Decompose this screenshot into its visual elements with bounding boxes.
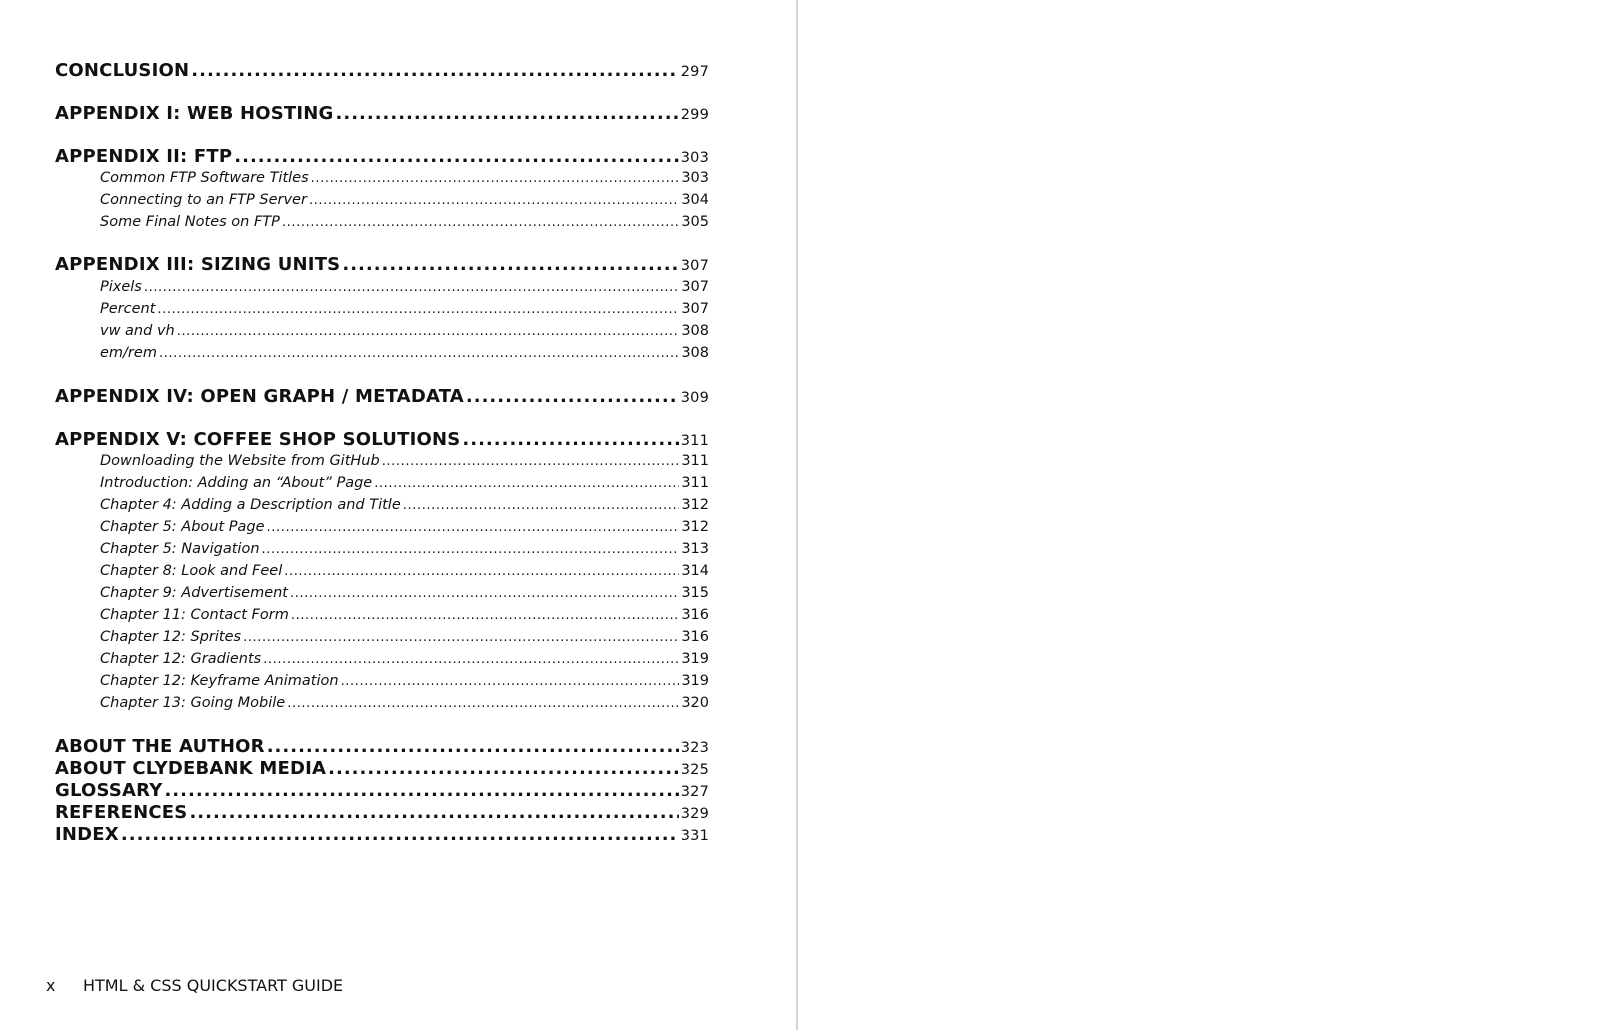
toc-entry-page: 307 xyxy=(681,301,709,317)
toc-entry-page: 316 xyxy=(681,629,709,645)
toc-entry-title: GLOSSARY xyxy=(55,780,163,801)
toc-entry-about-the-author xyxy=(55,736,709,757)
dot-leader xyxy=(290,586,679,601)
toc-entry-page: 312 xyxy=(681,497,709,513)
toc-entry-page: 304 xyxy=(681,192,709,208)
right-page-blank xyxy=(798,0,1600,1030)
toc-subentry xyxy=(100,519,709,535)
dot-leader xyxy=(466,386,679,407)
dot-leader xyxy=(267,520,680,535)
dot-leader xyxy=(336,103,679,124)
dot-leader xyxy=(164,780,678,801)
toc-entry-page: 312 xyxy=(681,519,709,535)
toc-subentry xyxy=(100,541,709,557)
dot-leader xyxy=(403,498,680,513)
dot-leader xyxy=(263,652,679,667)
dot-leader xyxy=(262,542,680,557)
toc-entry-page: 303 xyxy=(680,150,709,166)
toc-entry-title: Chapter 8: Look and Feel xyxy=(100,563,283,579)
toc-entry-title: INDEX xyxy=(55,824,119,845)
toc-entry-about-clydebank-media xyxy=(55,758,709,779)
toc-entry-page: 329 xyxy=(680,806,709,822)
toc-entry-page: 313 xyxy=(681,541,709,557)
dot-leader xyxy=(291,608,679,623)
dot-leader xyxy=(121,824,679,845)
toc-subentry xyxy=(100,301,709,317)
toc-entry-index xyxy=(55,824,709,845)
toc-entry-title: Downloading the Website from GitHub xyxy=(100,453,380,469)
toc-entry-title: Chapter 12: Gradients xyxy=(100,651,262,667)
dot-leader xyxy=(311,171,680,186)
dot-leader xyxy=(374,476,679,491)
toc-subentry xyxy=(100,323,709,339)
page-number: x xyxy=(46,976,56,995)
dot-leader xyxy=(284,564,679,579)
toc-entry-page: 331 xyxy=(680,828,709,844)
toc-entry-title: Chapter 11: Contact Form xyxy=(100,607,289,623)
toc-entry-appendix-v xyxy=(55,429,709,450)
toc-entry-page: 311 xyxy=(681,453,709,469)
toc-subentry xyxy=(100,585,709,601)
toc-entry-title: Connecting to an FTP Server xyxy=(100,192,307,208)
dot-leader xyxy=(341,674,680,689)
toc-entry-conclusion xyxy=(55,60,709,81)
toc-entry-appendix-i xyxy=(55,103,709,124)
toc-entry-title: APPENDIX IV: OPEN GRAPH / METADATA xyxy=(55,386,464,407)
toc-entry-page: 314 xyxy=(681,563,709,579)
dot-leader xyxy=(382,454,680,469)
toc-entry-page: 297 xyxy=(680,64,709,80)
toc-entry-title: em/rem xyxy=(100,345,157,361)
left-page xyxy=(0,0,796,1030)
toc-entry-title: REFERENCES xyxy=(55,802,188,823)
toc-entry-page: 311 xyxy=(680,433,709,449)
toc-entry-page: 303 xyxy=(681,170,709,186)
toc-entry-title: Chapter 12: Sprites xyxy=(100,629,242,645)
toc-subentry xyxy=(100,192,709,208)
toc-entry-references xyxy=(55,802,709,823)
toc-entry-title: Some Final Notes on FTP xyxy=(100,214,280,230)
toc-subentry xyxy=(100,563,709,579)
toc-entry-title: Introduction: Adding an “About” Page xyxy=(100,475,373,491)
toc-entry-title: Chapter 5: Navigation xyxy=(100,541,260,557)
toc-entry-page: 305 xyxy=(681,214,709,230)
toc-entry-title: Chapter 9: Advertisement xyxy=(100,585,288,601)
toc-entry-page: 319 xyxy=(681,651,709,667)
toc-entry-title: APPENDIX I: WEB HOSTING xyxy=(55,103,334,124)
toc-entry-title: Percent xyxy=(100,301,156,317)
toc-entry-page: 311 xyxy=(681,475,709,491)
toc-entry-title: ABOUT THE AUTHOR xyxy=(55,736,265,757)
dot-leader xyxy=(191,60,678,81)
toc-entry-title: ABOUT CLYDEBANK MEDIA xyxy=(55,758,327,779)
dot-leader xyxy=(342,254,678,275)
dot-leader xyxy=(309,193,679,208)
dot-leader xyxy=(328,758,679,779)
toc-entry-title: Chapter 4: Adding a Description and Title xyxy=(100,497,401,513)
toc-subentry xyxy=(100,279,709,295)
toc-entry-page: 323 xyxy=(680,740,709,756)
dot-leader xyxy=(144,280,679,295)
table-of-contents xyxy=(0,0,796,900)
toc-entry-page: 315 xyxy=(681,585,709,601)
toc-entry-page: 299 xyxy=(680,107,709,123)
toc-entry-page: 320 xyxy=(681,695,709,711)
toc-entry-page: 325 xyxy=(680,762,709,778)
toc-entry-title: Pixels xyxy=(100,279,142,295)
toc-entry-appendix-iv xyxy=(55,386,709,407)
dot-leader xyxy=(282,215,679,230)
toc-entry-page: 307 xyxy=(680,258,709,274)
dot-leader xyxy=(267,736,679,757)
dot-leader xyxy=(234,146,678,167)
toc-entry-page: 308 xyxy=(681,323,709,339)
dot-leader xyxy=(177,324,680,339)
toc-subentry xyxy=(100,629,709,645)
dot-leader xyxy=(189,802,678,823)
toc-subentry xyxy=(100,453,709,469)
dot-leader xyxy=(159,346,679,361)
toc-entry-page: 308 xyxy=(681,345,709,361)
toc-subentry xyxy=(100,345,709,361)
toc-entry-title: Chapter 5: About Page xyxy=(100,519,265,535)
toc-entry-page: 319 xyxy=(681,673,709,689)
toc-entry-page: 309 xyxy=(680,390,709,406)
dot-leader xyxy=(287,696,679,711)
toc-subentry xyxy=(100,170,709,186)
dot-leader xyxy=(157,302,679,317)
toc-entry-appendix-ii xyxy=(55,146,709,167)
toc-subentry xyxy=(100,497,709,513)
toc-subentry xyxy=(100,673,709,689)
page-footer xyxy=(46,976,343,995)
toc-entry-page: 327 xyxy=(680,784,709,800)
toc-entry-title: CONCLUSION xyxy=(55,60,190,81)
toc-subentry xyxy=(100,695,709,711)
toc-entry-page: 307 xyxy=(681,279,709,295)
toc-subentry xyxy=(100,607,709,623)
dot-leader xyxy=(243,630,679,645)
toc-entry-title: Common FTP Software Titles xyxy=(100,170,309,186)
toc-entry-title: Chapter 12: Keyframe Animation xyxy=(100,673,339,689)
toc-entry-title: vw and vh xyxy=(100,323,175,339)
dot-leader xyxy=(462,429,678,450)
toc-subentry xyxy=(100,214,709,230)
toc-subentry xyxy=(100,651,709,667)
toc-entry-title: APPENDIX III: SIZING UNITS xyxy=(55,254,341,275)
toc-entry-glossary xyxy=(55,780,709,801)
toc-entry-title: Chapter 13: Going Mobile xyxy=(100,695,286,711)
toc-entry-title: APPENDIX V: COFFEE SHOP SOLUTIONS xyxy=(55,429,461,450)
toc-entry-page: 316 xyxy=(681,607,709,623)
toc-entry-appendix-iii xyxy=(55,254,709,275)
running-title: HTML & CSS QUICKSTART GUIDE xyxy=(83,976,344,995)
toc-subentry xyxy=(100,475,709,491)
toc-entry-title: APPENDIX II: FTP xyxy=(55,146,233,167)
